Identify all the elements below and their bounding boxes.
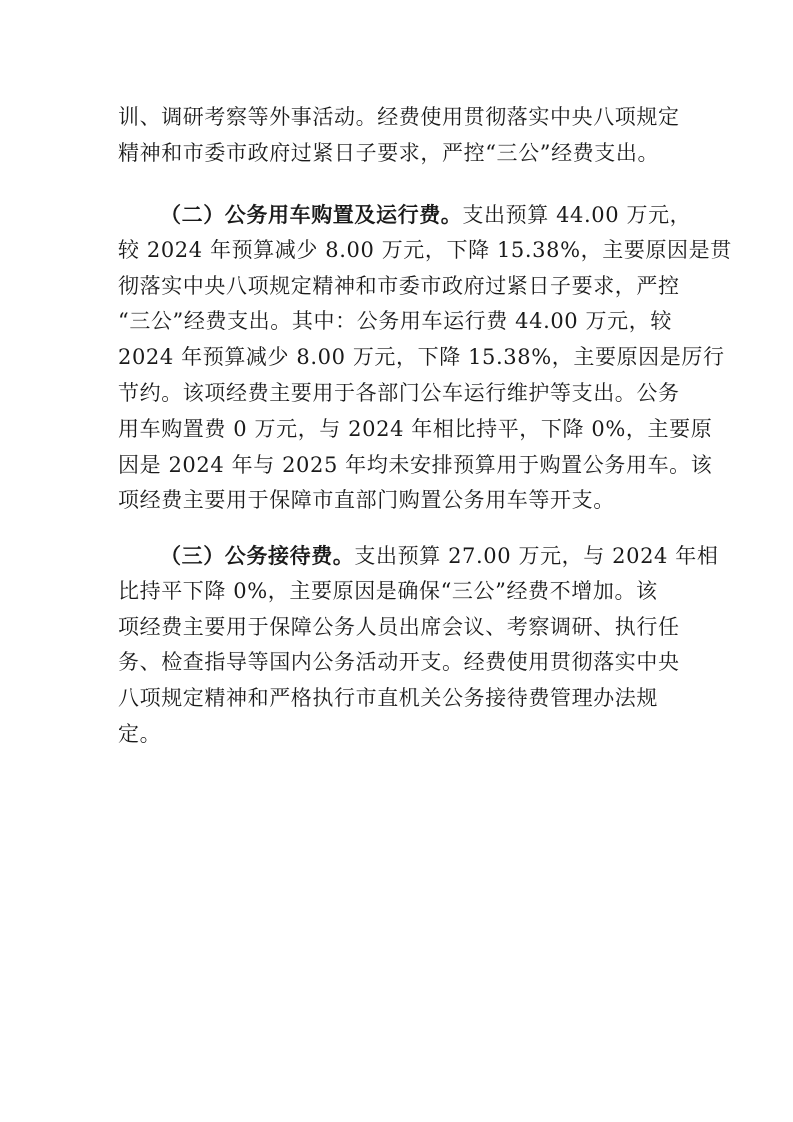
text-line: 项经费主要用于保障市直部门购置公务用车等开支。 xyxy=(118,488,615,513)
paragraph-first-line xyxy=(118,538,719,574)
text-line: 较 2024 年预算减少 8.00 万元，下降 15.38%，主要原因是贯 xyxy=(118,237,732,262)
text-line: 彻落实中央八项规定精神和市委市政府过紧日子要求，严控 xyxy=(118,273,680,298)
text-line: 八项规定精神和严格执行市直机关公务接待费管理办法规 xyxy=(118,686,658,711)
text-line: 项经费主要用于保障公务人员出席会议、考察调研、执行任 xyxy=(118,614,680,639)
text-line: 节约。该项经费主要用于各部门公车运行维护等支出。公务 xyxy=(118,380,680,405)
section-heading-vehicles: （二）公务用车购置及运行费。 xyxy=(160,202,463,227)
text-line: 务、检查指导等国内公务活动开支。经费使用贯彻落实中央 xyxy=(118,650,680,675)
text-run: 支出预算 44.00 万元， xyxy=(462,203,692,227)
paragraph-vehicle-costs xyxy=(118,197,732,519)
paragraph-continuation xyxy=(118,100,678,172)
text-line: 精神和市委市政府过紧日子要求，严控“三公”经费支出。 xyxy=(118,140,660,165)
text-line: 定。 xyxy=(118,721,162,746)
paragraph-first-line xyxy=(118,197,692,233)
text-line: 比持平下降 0%，主要原因是确保“三公”经费不增加。该 xyxy=(118,578,658,603)
text-line: 因是 2024 年与 2025 年均未安排预算用于购置公务用车。该 xyxy=(118,452,713,477)
text-line: 2024 年预算减少 8.00 万元，下降 15.38%，主要原因是厉行 xyxy=(118,345,725,370)
text-line: 用车购置费 0 万元，与 2024 年相比持平，下降 0%，主要原 xyxy=(118,416,713,441)
section-heading-reception: （三）公务接待费。 xyxy=(160,543,355,568)
text-run: 支出预算 27.00 万元，与 2024 年相 xyxy=(354,544,719,568)
text-line: “三公”经费支出。其中：公务用车运行费 44.00 万元，较 xyxy=(118,309,672,334)
paragraph-reception-costs xyxy=(118,538,719,753)
text-line: 训、调研考察等外事活动。经费使用贯彻落实中央八项规定 xyxy=(118,105,680,129)
